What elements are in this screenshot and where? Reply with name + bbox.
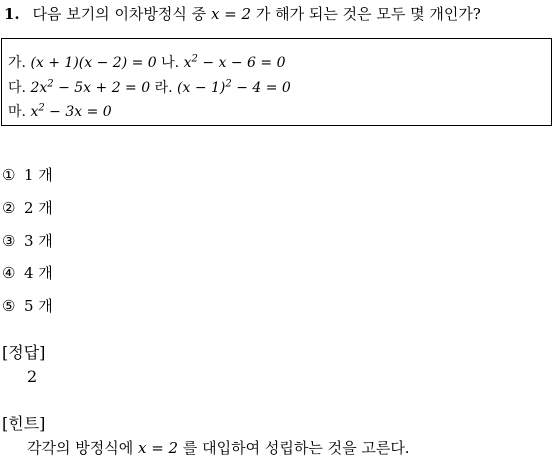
hint-text-after: 를 대입하여 성립하는 것을 고른다. bbox=[182, 439, 410, 457]
choice-2[interactable] bbox=[2, 197, 53, 218]
question-text-after: 가 해가 되는 것은 모두 몇 개인가? bbox=[255, 5, 481, 23]
examples-line-2 bbox=[8, 77, 291, 97]
example-da-label: 다. bbox=[8, 80, 26, 96]
choice-3[interactable] bbox=[2, 230, 53, 251]
choice-5[interactable] bbox=[2, 295, 53, 316]
examples-line-3 bbox=[8, 101, 112, 121]
choice-1-mark: ① bbox=[2, 166, 16, 184]
question-text-before: 다음 보기의 이차방정식 중 bbox=[32, 5, 207, 23]
answer-label: [정답] bbox=[2, 343, 46, 362]
choice-3-mark: ③ bbox=[2, 232, 16, 250]
example-ga-expr: (x + 1)(x − 2) = 0 bbox=[30, 55, 157, 71]
examples-box bbox=[1, 38, 552, 126]
example-ra-label: 라. bbox=[154, 80, 173, 96]
example-ma-label: 마. bbox=[8, 104, 26, 120]
choice-4-mark: ④ bbox=[2, 264, 16, 282]
examples-line-1 bbox=[8, 52, 285, 72]
question-title bbox=[4, 3, 481, 24]
example-da-expr: $2x^2 - 5x + 2 = 0$ bbox=[30, 78, 151, 96]
hint-text bbox=[27, 437, 410, 458]
choice-2-mark: ② bbox=[2, 199, 16, 217]
choice-2-text: 2 개 bbox=[24, 199, 53, 217]
choice-4[interactable] bbox=[2, 262, 53, 283]
example-ga-label: 가. bbox=[8, 55, 26, 71]
choice-1-text: 1 개 bbox=[24, 166, 53, 184]
hint-math: x = 2 bbox=[137, 439, 179, 457]
choice-3-text: 3 개 bbox=[24, 232, 53, 250]
choice-5-mark: ⑤ bbox=[2, 297, 16, 315]
answer-value: 2 bbox=[27, 367, 38, 386]
choice-1[interactable] bbox=[2, 164, 53, 185]
example-ma-expr: $x^2 - 3x = 0$ bbox=[30, 102, 112, 120]
example-ra-expr: $(x - 1)^2 - 4 = 0$ bbox=[177, 78, 291, 96]
choice-4-text: 4 개 bbox=[24, 264, 53, 282]
question-math: x = 2 bbox=[210, 5, 252, 23]
example-na-label: 나. bbox=[161, 55, 180, 71]
example-na-expr: $x^2 - x - 6 = 0$ bbox=[183, 53, 286, 71]
choice-5-text: 5 개 bbox=[24, 297, 53, 315]
question-number: 1. bbox=[4, 5, 20, 23]
hint-label: [힌트] bbox=[2, 414, 46, 433]
hint-text-before: 각각의 방정식에 bbox=[27, 439, 134, 457]
